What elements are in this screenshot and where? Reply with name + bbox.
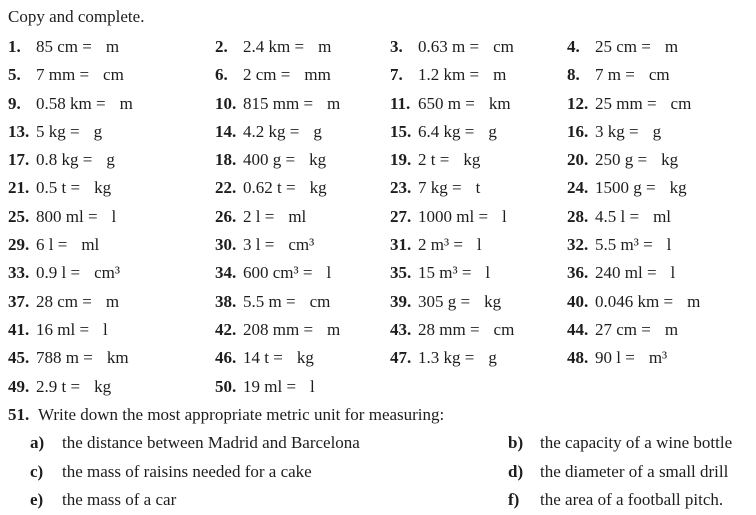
problem-item bbox=[215, 33, 390, 61]
problem-number: 8. bbox=[567, 65, 580, 85]
problem-answer-unit: kg bbox=[309, 178, 327, 198]
problem-answer-unit: m bbox=[119, 93, 133, 113]
problem-item bbox=[215, 231, 390, 259]
problem-answer-unit: mm bbox=[304, 65, 331, 85]
problem-question: 0.5 t = bbox=[36, 178, 81, 198]
problem-answer-unit: l bbox=[326, 263, 332, 283]
problem-number: 44. bbox=[567, 319, 589, 339]
problem-answer-unit: cm bbox=[493, 37, 514, 56]
problem-item bbox=[390, 203, 567, 231]
problem-number: 42. bbox=[215, 319, 237, 339]
problem-item bbox=[390, 231, 567, 259]
problem-answer-unit: kg bbox=[296, 348, 314, 368]
problem-number: 16. bbox=[567, 121, 589, 141]
problem-answer-unit: km bbox=[106, 348, 129, 368]
problem-number: 50. bbox=[215, 376, 237, 396]
problem-item bbox=[8, 90, 215, 118]
problem-answer-unit: kg bbox=[309, 150, 327, 170]
problem-item bbox=[567, 203, 752, 231]
problem-item bbox=[390, 61, 567, 89]
problem-answer-unit: m bbox=[105, 291, 120, 311]
problem-answer-unit: g bbox=[652, 121, 662, 141]
problem-question: 85 cm = bbox=[36, 37, 92, 56]
problem-item bbox=[215, 259, 390, 287]
problem-number: 26. bbox=[215, 206, 237, 226]
problem-item bbox=[567, 316, 752, 344]
problem-number: 27. bbox=[390, 206, 412, 226]
problem-number: 4. bbox=[567, 37, 580, 56]
problem-item bbox=[8, 316, 215, 344]
problem-answer-unit: g bbox=[313, 121, 322, 141]
problem-number: 14. bbox=[215, 121, 237, 141]
problem-item bbox=[8, 373, 215, 401]
problem-item bbox=[215, 61, 390, 89]
problem-number: 9. bbox=[8, 93, 21, 113]
problem-number: 22. bbox=[215, 178, 237, 198]
problem-answer-unit: cm bbox=[103, 65, 124, 85]
problem-number: 43. bbox=[390, 319, 412, 339]
problem-item bbox=[215, 203, 390, 231]
subquestion-text: the mass of a car bbox=[62, 490, 177, 510]
problem-answer-unit: m bbox=[105, 37, 120, 56]
problem-question: 5 kg = bbox=[36, 121, 80, 141]
problem-number: 35. bbox=[390, 263, 412, 283]
problem-number: 11. bbox=[390, 93, 411, 113]
problem-answer-unit: ml bbox=[653, 206, 672, 226]
problem-item bbox=[215, 174, 390, 202]
problem-number: 15. bbox=[390, 121, 412, 141]
problem-answer-unit: cm bbox=[493, 319, 515, 339]
problem-number: 46. bbox=[215, 348, 237, 368]
problem-question: 16 ml = bbox=[36, 319, 90, 339]
problem-number: 17. bbox=[8, 150, 30, 170]
problem-number: 31. bbox=[390, 235, 412, 255]
problem-number: 32. bbox=[567, 235, 589, 255]
problem-answer-unit: l bbox=[103, 319, 108, 339]
subquestion bbox=[508, 486, 752, 515]
problem-number: 48. bbox=[567, 348, 589, 368]
problem-number: 18. bbox=[215, 150, 237, 170]
problem-question: 0.58 km = bbox=[36, 93, 106, 113]
problem-answer-unit: m bbox=[327, 93, 341, 113]
problem-item bbox=[8, 259, 215, 287]
subquestion bbox=[508, 458, 752, 487]
problem-number: 39. bbox=[390, 291, 412, 311]
problem-question: 4.5 l = bbox=[595, 206, 640, 226]
problem-question: 7 m = bbox=[595, 65, 635, 85]
problem-answer-unit: m bbox=[493, 65, 507, 85]
problem-item bbox=[390, 118, 567, 146]
problem-answer-unit: g bbox=[93, 121, 103, 141]
subquestion-text: the mass of raisins needed for a cake bbox=[62, 461, 312, 481]
problem-item bbox=[8, 288, 215, 316]
problem-answer-unit: ml bbox=[81, 235, 100, 255]
question-51-number: 51. bbox=[8, 404, 30, 424]
problem-answer-unit: kg bbox=[661, 150, 679, 170]
problem-question: 90 l = bbox=[595, 348, 635, 368]
problem-answer-unit: g bbox=[106, 150, 115, 170]
problem-item bbox=[215, 118, 390, 146]
question-51-parts bbox=[8, 429, 752, 515]
problem-question: 27 cm = bbox=[595, 319, 651, 339]
problem-item bbox=[567, 90, 752, 118]
subquestion bbox=[30, 429, 508, 458]
subquestion bbox=[30, 458, 508, 487]
problem-item bbox=[215, 146, 390, 174]
problem-question: 3 kg = bbox=[595, 121, 639, 141]
problem-question: 0.8 kg = bbox=[36, 150, 93, 170]
problem-number: 41. bbox=[8, 319, 30, 339]
problem-answer-unit: l bbox=[485, 263, 491, 283]
problem-item bbox=[567, 288, 752, 316]
problems-grid bbox=[8, 33, 752, 401]
problem-answer-unit: l bbox=[666, 235, 672, 255]
problem-question: 6 l = bbox=[36, 235, 68, 255]
problem-answer-unit: l bbox=[310, 376, 315, 396]
problem-answer-unit: m bbox=[664, 37, 679, 56]
problem-question: 5.5 m³ = bbox=[595, 235, 653, 255]
problem-question: 2 cm = bbox=[243, 65, 291, 85]
problem-answer-unit: l bbox=[476, 235, 482, 255]
problem-item bbox=[8, 231, 215, 259]
problem-number: 2. bbox=[215, 37, 228, 56]
problem-question: 4.2 kg = bbox=[243, 121, 300, 141]
problem-answer-unit: l bbox=[502, 206, 507, 226]
problem-item bbox=[390, 316, 567, 344]
subquestion-text: the capacity of a wine bottle bbox=[540, 433, 733, 453]
subquestion-label: d) bbox=[508, 461, 524, 481]
problem-answer-unit: cm³ bbox=[94, 263, 120, 283]
problem-item bbox=[215, 288, 390, 316]
problem-question: 5.5 m = bbox=[243, 291, 296, 311]
problem-number: 3. bbox=[390, 37, 403, 56]
problem-answer-unit: cm bbox=[648, 65, 670, 85]
problem-question: 6.4 kg = bbox=[418, 121, 475, 141]
problem-question: 208 mm = bbox=[243, 319, 314, 339]
problem-item bbox=[567, 61, 752, 89]
problem-number: 49. bbox=[8, 376, 30, 396]
problem-question: 25 mm = bbox=[595, 93, 657, 113]
problem-number: 20. bbox=[567, 150, 589, 170]
problem-item bbox=[567, 259, 752, 287]
problem-question: 240 ml = bbox=[595, 263, 657, 283]
problem-question: 2 t = bbox=[418, 150, 450, 170]
problem-question: 15 m³ = bbox=[418, 263, 472, 283]
problem-question: 1.3 kg = bbox=[418, 348, 475, 368]
problem-number: 38. bbox=[215, 291, 237, 311]
problem-question: 7 kg = bbox=[418, 178, 462, 198]
problem-question: 25 cm = bbox=[595, 37, 651, 56]
subquestion-label: a) bbox=[30, 433, 45, 453]
problem-answer-unit: m bbox=[327, 319, 341, 339]
problem-item bbox=[8, 146, 215, 174]
problem-answer-unit: g bbox=[488, 348, 497, 368]
problem-answer-unit: m bbox=[318, 37, 332, 56]
subquestion-label: e) bbox=[30, 490, 44, 510]
problem-question: 2 m³ = bbox=[418, 235, 463, 255]
problem-answer-unit: kg bbox=[463, 150, 481, 170]
problem-item bbox=[567, 174, 752, 202]
problem-answer-unit: m³ bbox=[648, 348, 668, 368]
problem-question: 800 ml = bbox=[36, 206, 98, 226]
problem-number: 33. bbox=[8, 263, 30, 283]
problem-number: 36. bbox=[567, 263, 589, 283]
problem-item bbox=[215, 373, 390, 401]
problem-answer-unit: l bbox=[111, 206, 117, 226]
subquestion-text: the diameter of a small drill bbox=[540, 461, 729, 481]
problem-number: 45. bbox=[8, 348, 30, 368]
problem-number: 25. bbox=[8, 206, 30, 226]
problem-question: 0.62 t = bbox=[243, 178, 296, 198]
problem-question: 600 cm³ = bbox=[243, 263, 313, 283]
problem-item bbox=[215, 316, 390, 344]
problem-number: 6. bbox=[215, 65, 228, 85]
problem-question: 1500 g = bbox=[595, 178, 656, 198]
problem-item bbox=[390, 33, 567, 61]
problem-item bbox=[390, 288, 567, 316]
problem-item bbox=[8, 118, 215, 146]
problem-number: 1. bbox=[8, 37, 21, 56]
problem-answer-unit: kg bbox=[94, 376, 112, 396]
subquestion-text: the area of a football pitch. bbox=[540, 490, 724, 510]
page-title: Copy and complete. bbox=[8, 7, 145, 26]
problem-question: 0.63 m = bbox=[418, 37, 480, 56]
problem-number: 13. bbox=[8, 121, 30, 141]
problem-question: 1000 ml = bbox=[418, 206, 489, 226]
problem-item bbox=[567, 118, 752, 146]
problem-question: 650 m = bbox=[418, 93, 475, 113]
problem-item bbox=[567, 344, 752, 372]
problem-number: 47. bbox=[390, 348, 412, 368]
problem-number: 40. bbox=[567, 291, 589, 311]
problem-item bbox=[567, 231, 752, 259]
problem-number: 23. bbox=[390, 178, 412, 198]
problem-item bbox=[215, 344, 390, 372]
problem-item bbox=[390, 174, 567, 202]
problem-number: 37. bbox=[8, 291, 30, 311]
problem-item bbox=[567, 146, 752, 174]
problem-item bbox=[8, 344, 215, 372]
problem-question: 815 mm = bbox=[243, 93, 314, 113]
problem-answer-unit: cm bbox=[309, 291, 331, 311]
subquestion bbox=[508, 429, 752, 458]
problem-answer-unit: kg bbox=[669, 178, 687, 198]
problem-item bbox=[390, 146, 567, 174]
problem-question: 1.2 km = bbox=[418, 65, 480, 85]
problem-question: 0.046 km = bbox=[595, 291, 674, 311]
subquestion bbox=[30, 486, 508, 515]
subquestion-label: b) bbox=[508, 433, 524, 453]
problem-answer-unit: t bbox=[475, 178, 481, 198]
problem-answer-unit: m bbox=[664, 319, 679, 339]
problem-answer-unit: cm³ bbox=[288, 235, 315, 255]
problem-number: 19. bbox=[390, 150, 412, 170]
problem-answer-unit: kg bbox=[484, 291, 502, 311]
problem-answer-unit: kg bbox=[94, 178, 112, 198]
problem-answer-unit: km bbox=[488, 93, 511, 113]
problem-number: 28. bbox=[567, 206, 589, 226]
problem-question: 2 l = bbox=[243, 206, 275, 226]
problem-question: 14 t = bbox=[243, 348, 283, 368]
problem-question: 7 mm = bbox=[36, 65, 90, 85]
problem-number: 5. bbox=[8, 65, 21, 85]
problem-question: 2.4 km = bbox=[243, 37, 305, 56]
problem-answer-unit: m bbox=[687, 291, 701, 311]
problem-question: 0.9 l = bbox=[36, 263, 81, 283]
problem-question: 28 mm = bbox=[418, 319, 480, 339]
problem-number: 30. bbox=[215, 235, 237, 255]
problem-item bbox=[215, 90, 390, 118]
problem-answer-unit: cm bbox=[670, 93, 692, 113]
subquestion-label: f) bbox=[508, 490, 520, 510]
problem-number: 7. bbox=[390, 65, 403, 85]
problem-question: 2.9 t = bbox=[36, 376, 81, 396]
problem-item bbox=[567, 33, 752, 61]
problem-item bbox=[8, 33, 215, 61]
problem-question: 19 ml = bbox=[243, 376, 297, 396]
problem-number: 21. bbox=[8, 178, 30, 198]
problem-question: 28 cm = bbox=[36, 291, 92, 311]
problem-question: 788 m = bbox=[36, 348, 93, 368]
problem-number: 10. bbox=[215, 93, 237, 113]
problem-item bbox=[390, 344, 567, 372]
problem-answer-unit: l bbox=[670, 263, 676, 283]
problem-number: 34. bbox=[215, 263, 237, 283]
problem-number: 12. bbox=[567, 93, 589, 113]
question-51-text: Write down the most appropriate metric unit for measuring: bbox=[38, 404, 445, 424]
subquestion-text: the distance between Madrid and Barcelona bbox=[62, 433, 360, 453]
problem-item bbox=[8, 203, 215, 231]
problem-question: 305 g = bbox=[418, 291, 471, 311]
problem-number: 24. bbox=[567, 178, 589, 198]
problem-question: 250 g = bbox=[595, 150, 648, 170]
problem-item bbox=[390, 90, 567, 118]
problem-answer-unit: ml bbox=[288, 206, 307, 226]
problem-item bbox=[390, 259, 567, 287]
question-51 bbox=[8, 401, 752, 429]
problem-item bbox=[8, 61, 215, 89]
problem-question: 3 l = bbox=[243, 235, 275, 255]
problem-item bbox=[8, 174, 215, 202]
subquestion-label: c) bbox=[30, 461, 44, 481]
problem-question: 400 g = bbox=[243, 150, 296, 170]
problem-answer-unit: g bbox=[488, 121, 497, 141]
problem-number: 29. bbox=[8, 235, 30, 255]
